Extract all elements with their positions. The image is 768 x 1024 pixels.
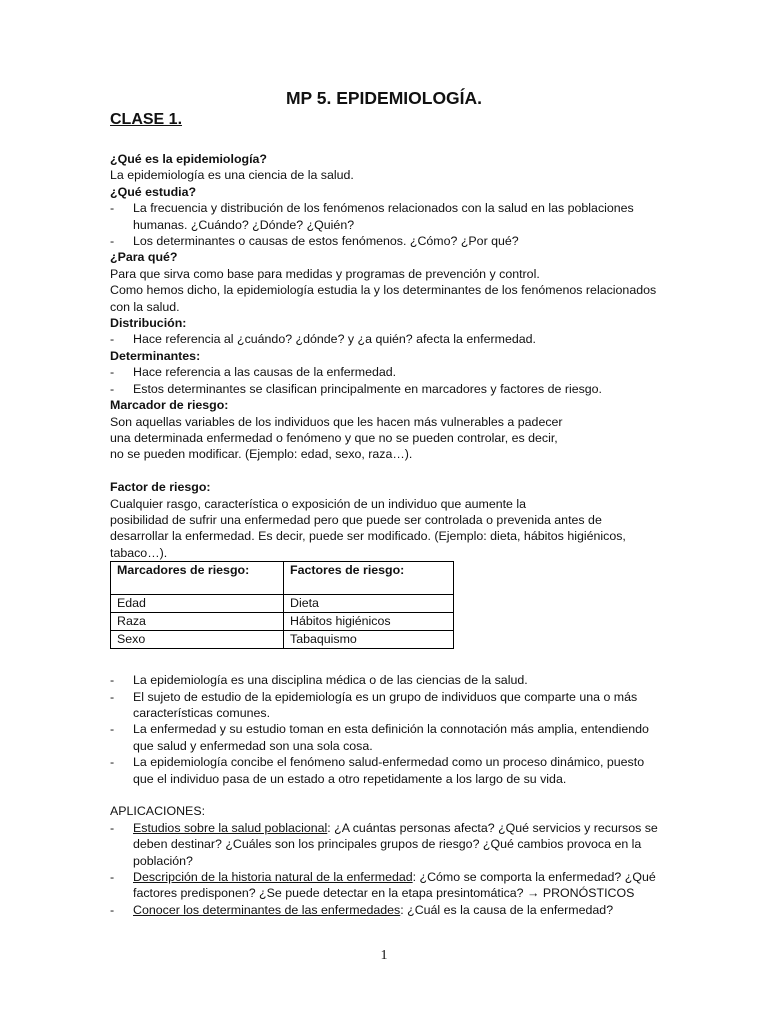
list-item: - Los determinantes o causas de estos fenómenos. ¿Cómo? ¿Por qué? <box>110 234 519 249</box>
risk-table <box>110 561 454 649</box>
question-what-is: ¿Qué es la epidemiología? <box>110 152 267 166</box>
text-line: posibilidad de sufrir una enfermedad pero que puede ser controlada o prevenida antes de <box>110 512 602 527</box>
list-item: - Estudios sobre la salud poblacional: ¿A cuántas personas afecta? ¿Qué servicios y recursos se deben destinar? ¿Cuáles son los principales grupos de riesgo? ¿Qué cambios provoca en la población? <box>110 820 658 868</box>
text-line: Son aquellas variables de los individuos que les hacen más vulnerables a padecer <box>110 414 563 429</box>
document-body <box>110 151 658 918</box>
question-what-studies: ¿Qué estudia? <box>110 184 197 199</box>
table-header-row <box>111 562 454 595</box>
document-title: MP 5. EPIDEMIOLOGÍA. <box>285 88 483 108</box>
class-heading: CLASE 1. <box>110 111 183 128</box>
answer-what-for: Para que sirva como base para medidas y programas de prevención y control. <box>110 266 540 281</box>
list-item: - La epidemiología es una disciplina médica o de las ciencias de la salud. <box>110 673 528 688</box>
table-row <box>111 631 454 649</box>
table-cell: Dieta <box>284 595 454 613</box>
list-item: - La enfermedad y su estudio toman en esta definición la connotación más amplia, entendiendo que salud y enfermedad son una sola cosa. <box>110 722 649 753</box>
text-line: desarrollar la enfermedad. Es decir, puede ser modificado. (Ejemplo: dieta, hábitos higiénicos, <box>110 529 626 544</box>
question-what-for: ¿Para qué? <box>110 250 178 265</box>
table-cell: Hábitos higiénicos <box>284 613 454 631</box>
text-line: Cualquier rasgo, característica o exposición de un individuo que aumente la <box>110 496 527 511</box>
text-line: no se pueden modificar. (Ejemplo: edad, sexo, raza…). <box>110 447 413 462</box>
table-cell: Tabaquismo <box>284 631 454 649</box>
table-row <box>111 613 454 631</box>
list-item: - La epidemiología concibe el fenómeno salud-enfermedad como un proceso dinámico, puesto que el individuo pasa de un estado a otro repetidamente a los largo de su vida. <box>110 755 645 786</box>
spacer <box>110 787 658 803</box>
determinants-heading: Determinantes: <box>110 348 201 363</box>
list-item: - Descripción de la historia natural de la enfermedad: ¿Cómo se comporta la enfermedad? ¿Qué factores predisponen? ¿Se puede detectar en la etapa presintomática? → PRONÓSTICOS <box>110 870 656 901</box>
list-item: - La frecuencia y distribución de los fenómenos relacionados con la salud en las poblaciones humanas. ¿Cuándo? ¿Dónde? ¿Quién? <box>110 201 634 232</box>
table-header-cell: Marcadores de riesgo: <box>111 562 284 595</box>
table-header-cell: Factores de riesgo: <box>284 562 454 595</box>
answer-what-is: La epidemiología es una ciencia de la salud. <box>110 168 354 183</box>
distribution-heading: Distribución: <box>110 316 187 331</box>
table-cell: Edad <box>111 595 284 613</box>
list-item: - El sujeto de estudio de la epidemiología es un grupo de individuos que comparte una o más características comunes. <box>110 689 638 720</box>
paragraph: Como hemos dicho, la epidemiología estudia la y los determinantes de los fenómenos relacionados con la salud. <box>110 283 657 314</box>
page-number: 1 <box>380 948 388 963</box>
list-item: - Estos determinantes se clasifican principalmente en marcadores y factores de riesgo. <box>110 381 603 396</box>
text-line: una determinada enfermedad o fenómeno y que no se pueden controlar, es decir, <box>110 430 558 445</box>
risk-marker-heading: Marcador de riesgo: <box>110 398 229 413</box>
table-row <box>111 595 454 613</box>
applications-heading: APLICACIONES: <box>110 804 206 819</box>
text-line: tabaco…). <box>110 545 168 560</box>
list-item: - Conocer los determinantes de las enfermedades: ¿Cuál es la causa de la enfermedad? <box>110 902 614 917</box>
table-cell: Sexo <box>111 631 284 649</box>
list-item: - Hace referencia al ¿cuándo? ¿dónde? y ¿a quién? afecta la enfermedad. <box>110 332 536 347</box>
risk-factor-heading: Factor de riesgo: <box>110 480 211 495</box>
table-cell: Raza <box>111 613 284 631</box>
list-item: - Hace referencia a las causas de la enfermedad. <box>110 365 397 380</box>
spacer <box>110 463 658 479</box>
spacer <box>110 649 658 672</box>
